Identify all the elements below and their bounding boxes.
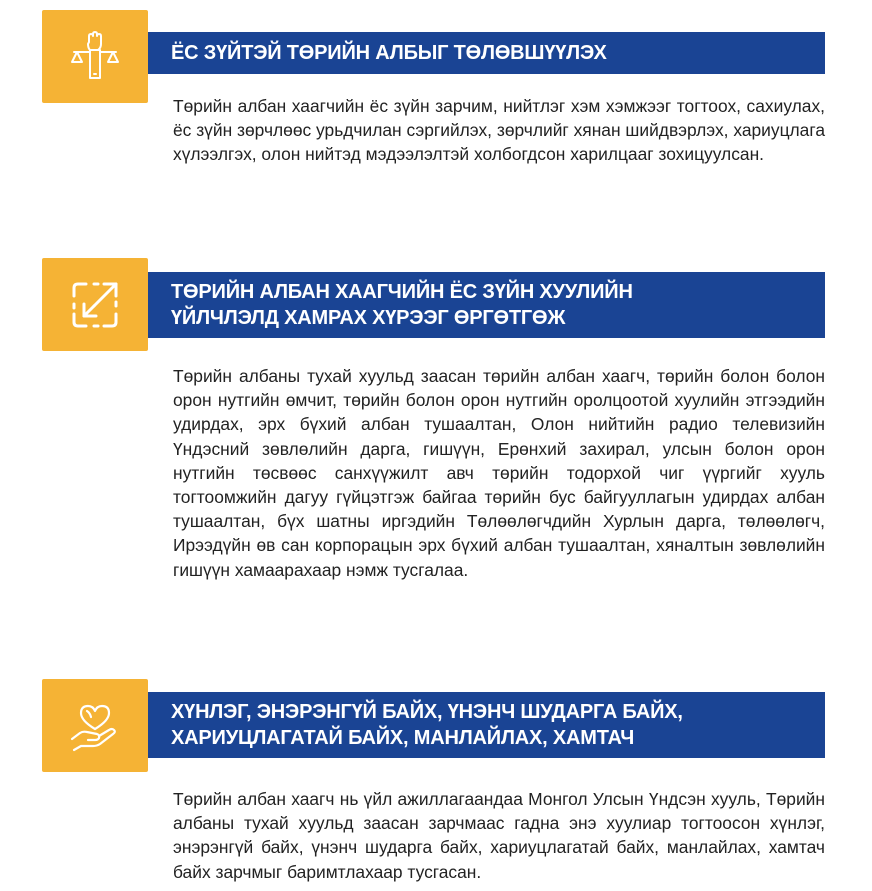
section-title-2: ТӨРИЙН АЛБАН ХААГЧИЙН ЁС ЗҮЙН ХУУЛИЙН ҮЙЛЧЛЭЛД ХАМРАХ ХҮРЭЭГ ӨРГӨТГӨЖ bbox=[171, 281, 633, 329]
icon-box-2 bbox=[42, 258, 148, 351]
expand-scope-icon bbox=[68, 278, 122, 332]
section-title-1: ЁС ЗҮЙТЭЙ ТӨРИЙН АЛБЫГ ТӨЛӨВШҮҮЛЭХ bbox=[171, 42, 607, 64]
section-title-bar-1 bbox=[148, 32, 825, 74]
watermark: МОНГОЛ УЛСЫН ИХ ХУРАЛ bbox=[656, 858, 853, 874]
section-title-3: ХҮНЛЭГ, ЭНЭРЭНГҮЙ БАЙХ, ҮНЭНЧ ШУДАРГА БАЙХ, ХАРИУЦЛАГАТАЙ БАЙХ, МАНЛАЙЛАХ, ХАМТАЧ bbox=[171, 701, 683, 749]
heart-in-hand-icon bbox=[68, 699, 122, 753]
icon-box-1 bbox=[42, 10, 148, 103]
section-title-bar-2 bbox=[148, 272, 825, 338]
section-body-3: Төрийн албан хаагч нь үйл ажиллагаандаа Монгол Улсын Үндсэн хууль, Төрийн албаны тухай хуульд заасан зарчмаас гадна энэ хуулиар тогтоосон хүнлэг, энэрэнгүй байх, үнэнч шударга байх, хариуцлагатай байх, манлайлах, хамтач байх зарчмыг баримтлахаар тусгасан. bbox=[173, 789, 825, 882]
justice-scales-hand-icon bbox=[68, 30, 122, 84]
section-body-2: Төрийн албаны тухай хуульд заасан төрийн албан хаагч, төрийн болон болон орон нутгийн өмчит, төрийн болон орон нутгийн оролцоотой хуулийн этгээдийн удирдах, эрх бүхий албан тушаалтан, Олон нийтийн радио телевизийн Үндэсний зөвлөлийн дарга, гишүүн, Ерөнхий захирал, улсын болон орон нутгийн төсвөөс санхүүжилт авч төрийн тодорхой чиг үүргийг хууль тогтоомжийн дагуу гүйцэтгэж байгаа төрийн бус байгууллагын удирдах албан тушаалтан, бүх шатны иргэдийн Төлөөлөгчдийн Хурлын дарга, төлөөлөгч, Ирээдүйн өв сан корпорацын эрх бүхий албан тушаалтан, хяналтын зөвлөлийн гишүүн хамаарахаар нэмж тусгалаа. bbox=[173, 366, 825, 580]
section-body-1: Төрийн албан хаагчийн ёс зүйн зарчим, нийтлэг хэм хэмжээг тогтоох, сахиулах, ёс зүйн зөрчлөөс урьдчилан сэргийлэх, зөрчлийг хянан шийдвэрлэх, хариуцлага хүлээлгэх, олон нийтэд мэдээлэлтэй холбогдсон харилцааг зохицуулсан. bbox=[173, 96, 825, 165]
icon-box-3 bbox=[42, 679, 148, 772]
section-title-bar-3 bbox=[148, 692, 825, 758]
